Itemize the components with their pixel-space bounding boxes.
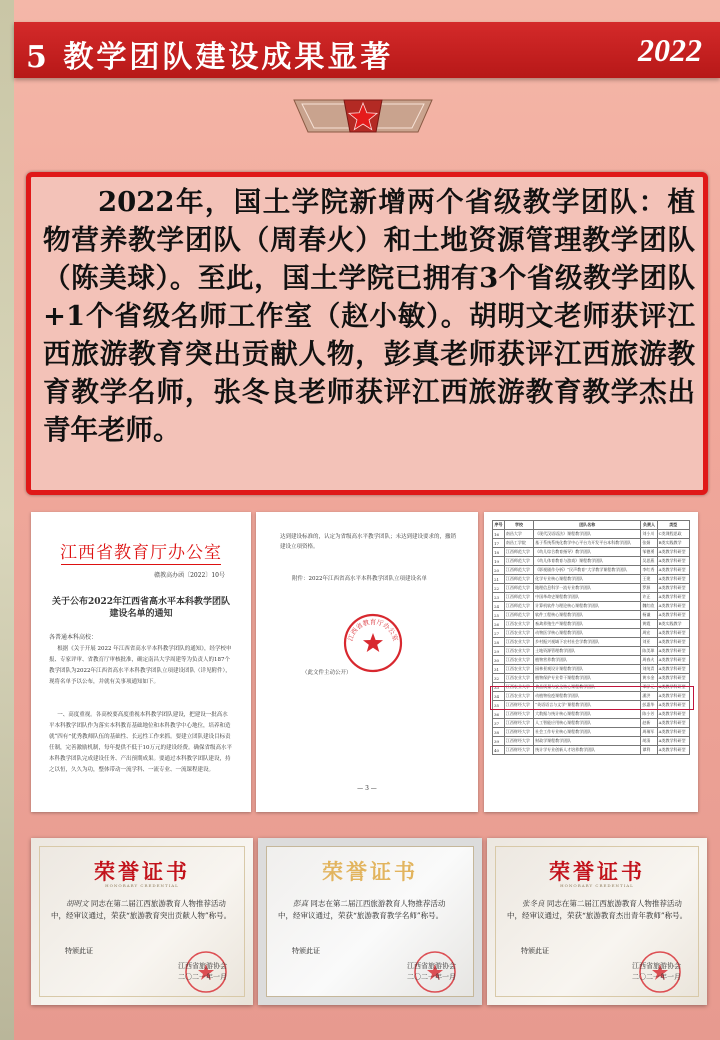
table-cell: 江西农业大学 xyxy=(504,692,533,701)
certificate-subtitle: HONORARY CREDENTIAL xyxy=(560,883,634,888)
document-number: 赣教高办函〔2022〕10号 xyxy=(154,572,225,579)
table-cell: 胡清 xyxy=(641,737,657,746)
table-cell: A类教学科研型 xyxy=(657,746,689,755)
table-cell: 畜禽养殖生产课程教学团队 xyxy=(534,620,641,629)
table-cell: A类教学科研型 xyxy=(657,629,689,638)
certificate-special: 特颁此证 xyxy=(521,947,549,955)
table-cell: 《现代汉语语法》课程教学团队 xyxy=(534,530,641,539)
table-cell: 江西师范大学 xyxy=(504,602,533,611)
table-cell: 37 xyxy=(493,719,505,728)
table-row xyxy=(493,593,690,602)
table-cell: 地理信息科学一流专业教学团队 xyxy=(534,584,641,593)
certificate-text: 同志在第二届江西旅游教育人物推荐活动中，经审议通过，荣获“旅游教育教学名师”称号。 xyxy=(278,899,446,920)
table-cell: 统计学专业创新人才培养教学团队 xyxy=(534,746,641,755)
table-header-row xyxy=(493,521,690,530)
table-cell: 动植物检疫课程教学团队 xyxy=(534,692,641,701)
table-row xyxy=(493,728,690,737)
table-cell: 彭惠华 xyxy=(641,701,657,710)
table-cell: 周春火 xyxy=(641,656,657,665)
table-body xyxy=(493,530,690,755)
page-year: 2022 xyxy=(638,32,702,68)
table-cell: 人工智能应用核心课程教学团队 xyxy=(534,719,641,728)
table-header-cell: 团队名称 xyxy=(534,521,641,530)
table-cell: 31 xyxy=(493,665,505,674)
issue-date: 二〇二一年一月 xyxy=(632,973,681,981)
certificate-title: 荣誉证书 xyxy=(549,859,645,884)
table-cell: 《影视剧作分析》“民声教育”大学教学课程教学团队 xyxy=(534,566,641,575)
table-cell: 王建 xyxy=(641,575,657,584)
table-cell: 《幼儿体育教育与游戏》课程教学团队 xyxy=(534,557,641,566)
table-cell: 江西师范大学 xyxy=(504,611,533,620)
table-cell: A类教学科研型 xyxy=(657,593,689,602)
notice-title: 关于公布2022年江西省高水平本科教学团队建设名单的通知 xyxy=(51,597,231,619)
table-cell: 谭利 xyxy=(641,746,657,755)
table-header-cell: 类型 xyxy=(657,521,689,530)
table-row xyxy=(493,566,690,575)
table-row xyxy=(493,530,690,539)
notice-document xyxy=(31,512,251,812)
table-cell: 江西农业大学 xyxy=(504,638,533,647)
table-cell: 35 xyxy=(493,701,505,710)
table-cell: 22 xyxy=(493,584,505,593)
table-cell: 16 xyxy=(493,530,505,539)
attachment-line: 附件：2022年江西省高水平本科教学团队立项建设名单 xyxy=(292,576,427,582)
table-cell: 软件工程核心课程教学团队 xyxy=(534,611,641,620)
table-cell: A类教学科研型 xyxy=(657,575,689,584)
table-row xyxy=(493,584,690,593)
table-row xyxy=(493,719,690,728)
table-cell: 乡村振兴视域下农村社会学教学团队 xyxy=(534,638,641,647)
star-emblem xyxy=(288,94,438,138)
table-cell: 26 xyxy=(493,620,505,629)
seal-icon xyxy=(342,612,404,674)
table-cell: 赵新 xyxy=(641,719,657,728)
page-title: 5 教学团队建设成果显著 xyxy=(26,40,394,75)
table-cell: 36 xyxy=(493,710,505,719)
table-cell: 社会工作专业核心课程教学团队 xyxy=(534,728,641,737)
table-cell: 计算机软件与理论核心课程教学团队 xyxy=(534,602,641,611)
recipient-name: 张冬良 xyxy=(522,899,545,908)
table-row xyxy=(493,638,690,647)
issuer: 江西省旅游协会 xyxy=(632,962,681,970)
table-cell: 27 xyxy=(493,629,505,638)
issuer: 江西省旅游协会 xyxy=(178,962,227,970)
table-cell: 江西师范大学 xyxy=(504,557,533,566)
table-cell: 化学专业核心课程教学团队 xyxy=(534,575,641,584)
table-cell: 陈小芳 xyxy=(641,710,657,719)
header-bar xyxy=(14,22,720,78)
certificate-special: 特颁此证 xyxy=(292,947,320,955)
table-cell: 江西财经大学 xyxy=(504,737,533,746)
table-cell: 17 xyxy=(493,539,505,548)
table-header-cell: 学校 xyxy=(504,521,533,530)
table-cell: 18 xyxy=(493,548,505,557)
table-cell: 植物营养教学团队 xyxy=(534,656,641,665)
issuer: 江西省旅游协会 xyxy=(407,962,456,970)
table-cell: A类教学科研型 xyxy=(657,602,689,611)
certificate-subtitle: HONORARY CREDENTIAL xyxy=(105,883,179,888)
certificate-title: 荣誉证书 xyxy=(322,859,418,884)
team-list-table xyxy=(492,520,690,755)
table-cell: 江西财经大学 xyxy=(504,710,533,719)
table-cell: 邓泽元 xyxy=(641,683,657,692)
table-cell: 38 xyxy=(493,728,505,737)
table-cell: 江西财经大学 xyxy=(504,728,533,737)
recipient-name: 胡明文 xyxy=(66,899,89,908)
certificate-2 xyxy=(258,838,482,1005)
table-cell: 张娟 xyxy=(641,539,657,548)
table-cell: C类课程思政 xyxy=(657,530,689,539)
table-cell: 江西财经大学 xyxy=(504,719,533,728)
table-cell: 周宏 xyxy=(641,629,657,638)
table-row xyxy=(493,620,690,629)
table-row xyxy=(493,656,690,665)
left-decor-strip xyxy=(0,0,14,1040)
recipient-name: 彭真 xyxy=(293,899,308,908)
public-note: （此文件主动公开） xyxy=(302,670,352,676)
certificate-org xyxy=(632,961,681,983)
certificate-text: 同志在第二届江西旅游教育人物推荐活动中，经审议通过，荣获“旅游教育突出贡献人物”称号。 xyxy=(51,899,232,920)
table-cell: 食品质量与安全核心课程教学团队 xyxy=(534,683,641,692)
table-cell: 大数据与统计核心课程教学团队 xyxy=(534,710,641,719)
table-cell: A类教学科研型 xyxy=(657,611,689,620)
table-cell: 23 xyxy=(493,593,505,602)
table-cell: 20 xyxy=(493,566,505,575)
table-cell: 魏红欣 xyxy=(641,602,657,611)
table-row xyxy=(493,710,690,719)
table-cell: A类教学科研型 xyxy=(657,548,689,557)
attachment-body: 达到建设标准的，认定为省级高水平教学团队；未达到建设要求的，撤销建设立项资格。 xyxy=(280,534,457,550)
table-cell: A类教学科研型 xyxy=(657,557,689,566)
table-cell: 基于系统系统化教学中心平台为开发平台本科教学团队 xyxy=(534,539,641,548)
certificate-special: 特颁此证 xyxy=(65,947,93,955)
table-row xyxy=(493,557,690,566)
table-cell: 江西师范大学 xyxy=(504,566,533,575)
table-cell: 罗源 xyxy=(641,584,657,593)
table-cell: A类教学科研型 xyxy=(657,701,689,710)
table-cell: B类实践教学 xyxy=(657,620,689,629)
table-cell: 江西师范大学 xyxy=(504,575,533,584)
table-cell: 江西农业大学 xyxy=(504,674,533,683)
seal-text: 江西省教育厅办公室 xyxy=(346,618,400,643)
table-header-cell: 负责人 xyxy=(641,521,657,530)
table-cell: 南昌大学 xyxy=(504,530,533,539)
table-cell: 黄水金 xyxy=(641,674,657,683)
table-cell: 江西农业大学 xyxy=(504,683,533,692)
red-divider xyxy=(61,564,221,565)
table-cell: 19 xyxy=(493,557,505,566)
table-cell: A类教学科研型 xyxy=(657,584,689,593)
table-cell: A类教学科研型 xyxy=(657,638,689,647)
summary-panel xyxy=(26,172,708,495)
certificate-title: 荣誉证书 xyxy=(94,859,190,884)
table-cell: 李红秀 xyxy=(641,566,657,575)
table-cell: 28 xyxy=(493,638,505,647)
summary-text: 2022年，国土学院新增两个省级教学团队：植物营养教学团队（周春火）和土地资源管理教学团队（陈美球）。至此，国土学院已拥有3个省级教学团队+1个省级名师工作室（赵小敏）。胡明文老师获评江西旅游教育突出贡献人物，彭真老师获评江西旅游教育教学名师，张冬良老师获评江西旅游教育教学杰出青年老师。 xyxy=(43,186,695,446)
table-cell: A类教学科研型 xyxy=(657,566,689,575)
table-row xyxy=(493,602,690,611)
table-cell: 刘纯青 xyxy=(641,665,657,674)
table-cell: 30 xyxy=(493,656,505,665)
issue-date: 二〇二一年一月 xyxy=(178,973,227,981)
table-cell: 江西农业大学 xyxy=(504,656,533,665)
table-cell: “英语语言与文学”课程教学团队 xyxy=(534,701,641,710)
notice-salutation: 各普通本科高校： xyxy=(49,634,98,641)
table-cell: 江西农业大学 xyxy=(504,647,533,656)
table-cell: 黄霞 xyxy=(641,620,657,629)
table-cell: 32 xyxy=(493,674,505,683)
table-cell: 34 xyxy=(493,692,505,701)
certificate-text: 同志在第二届江西旅游教育人物推荐活动中，经审议通过，荣获“旅游教育杰出青年教师”称号。 xyxy=(507,899,688,920)
table-cell: 潘洪 xyxy=(641,692,657,701)
table-cell: 吴思燕 xyxy=(641,557,657,566)
table-row xyxy=(493,548,690,557)
table-cell: 24 xyxy=(493,602,505,611)
table-cell: A类教学科研型 xyxy=(657,710,689,719)
table-cell: 陈美球 xyxy=(641,647,657,656)
certificate-body xyxy=(507,898,689,922)
table-cell: A类教学科研型 xyxy=(657,674,689,683)
table-cell: 刘亚 xyxy=(641,638,657,647)
attachment-document xyxy=(256,512,478,812)
certificate-1 xyxy=(31,838,253,1005)
team-list-document xyxy=(484,512,698,812)
table-cell: A类教学科研型 xyxy=(657,719,689,728)
table-cell: B类实践教学 xyxy=(657,539,689,548)
table-cell: 江西师范大学 xyxy=(504,584,533,593)
table-cell: A类教学科研型 xyxy=(657,728,689,737)
table-cell: A类教学科研型 xyxy=(657,647,689,656)
table-cell: A类教学科研型 xyxy=(657,683,689,692)
table-header-cell: 序号 xyxy=(493,521,505,530)
table-cell: 江西财经大学 xyxy=(504,746,533,755)
page-number: — 3 — xyxy=(357,785,377,792)
table-cell: A类教学科研型 xyxy=(657,656,689,665)
table-row xyxy=(493,575,690,584)
table-row xyxy=(493,746,690,755)
certificate-org xyxy=(178,961,227,983)
table-cell: 土地资源管理教学团队 xyxy=(534,647,641,656)
table-cell: 南昌工学院 xyxy=(504,539,533,548)
table-cell: 29 xyxy=(493,647,505,656)
table-row xyxy=(493,539,690,548)
table-cell: 江西财经大学 xyxy=(504,701,533,710)
issuing-office: 江西省教育厅办公室 xyxy=(60,543,222,563)
table-cell: 21 xyxy=(493,575,505,584)
notice-section: 一、高度重视。各高校要高度重视本科教学团队建设，把建设一批高水平本科教学团队作为落实本科教育基础地位和本科教学中心地位，培养和造就“四有”优秀教师队伍的基础性、长远性工作来抓。要建立团队建设目标责任制，完善激励机制，每年提供不低于10万元的建设经费。确保省级高水平本科教学团队完成建设任务、产出预期成果。要通过本科教学团队建设，持之以恒，久久为功，整体带动一流学科、一流专业、一流课程建设。 xyxy=(49,712,233,773)
issue-date: 二〇二一年一月 xyxy=(407,973,456,981)
table-cell: 许正 xyxy=(641,593,657,602)
table-row xyxy=(493,737,690,746)
highlight-box xyxy=(490,686,694,710)
table-cell: 中国革命史课程教学团队 xyxy=(534,593,641,602)
table-cell: 刘小川 xyxy=(641,530,657,539)
table-cell: 动物医学核心课程教学团队 xyxy=(534,629,641,638)
table-cell: 园林景观设计课程教学团队 xyxy=(534,665,641,674)
table-cell: 植物保护专业骨干课程教学团队 xyxy=(534,674,641,683)
table-cell: 40 xyxy=(493,746,505,755)
certificate-3 xyxy=(487,838,707,1005)
table-cell: 江西师范大学 xyxy=(504,593,533,602)
table-cell: 江西农业大学 xyxy=(504,629,533,638)
table-row xyxy=(493,674,690,683)
table-row xyxy=(493,665,690,674)
table-cell: A类教学科研型 xyxy=(657,737,689,746)
table-cell: 《幼儿综合教育指导》教学团队 xyxy=(534,548,641,557)
table-cell: 39 xyxy=(493,737,505,746)
table-cell: 周瑞军 xyxy=(641,728,657,737)
notice-body: 根据《关于开展 2022 年江西省高水平本科教学团队的通知》，经学校申报、专家评审、省教育厅审核批准，确定南昌大学周建等为负责人的187个教学团队为2022年江西省高水平本科教学团队立项建设团队（详见附件），现将名单予以公布，并就有关事项通知如下。 xyxy=(49,646,232,685)
table-cell: A类教学科研型 xyxy=(657,665,689,674)
table-cell: 33 xyxy=(493,683,505,692)
certificate-body xyxy=(51,898,233,922)
table-cell: 邹德勇 xyxy=(641,548,657,557)
certificate-org xyxy=(407,961,456,983)
table-row xyxy=(493,611,690,620)
table-cell: 江西师范大学 xyxy=(504,548,533,557)
table-row xyxy=(493,647,690,656)
table-cell: A类教学科研型 xyxy=(657,692,689,701)
table-cell: 江西农业大学 xyxy=(504,620,533,629)
table-row xyxy=(493,629,690,638)
table-cell: 25 xyxy=(493,611,505,620)
table-cell: 财政学课程教学团队 xyxy=(534,737,641,746)
table-cell: 江西农业大学 xyxy=(504,665,533,674)
table-cell: 杨谦 xyxy=(641,611,657,620)
certificate-body xyxy=(278,898,460,922)
